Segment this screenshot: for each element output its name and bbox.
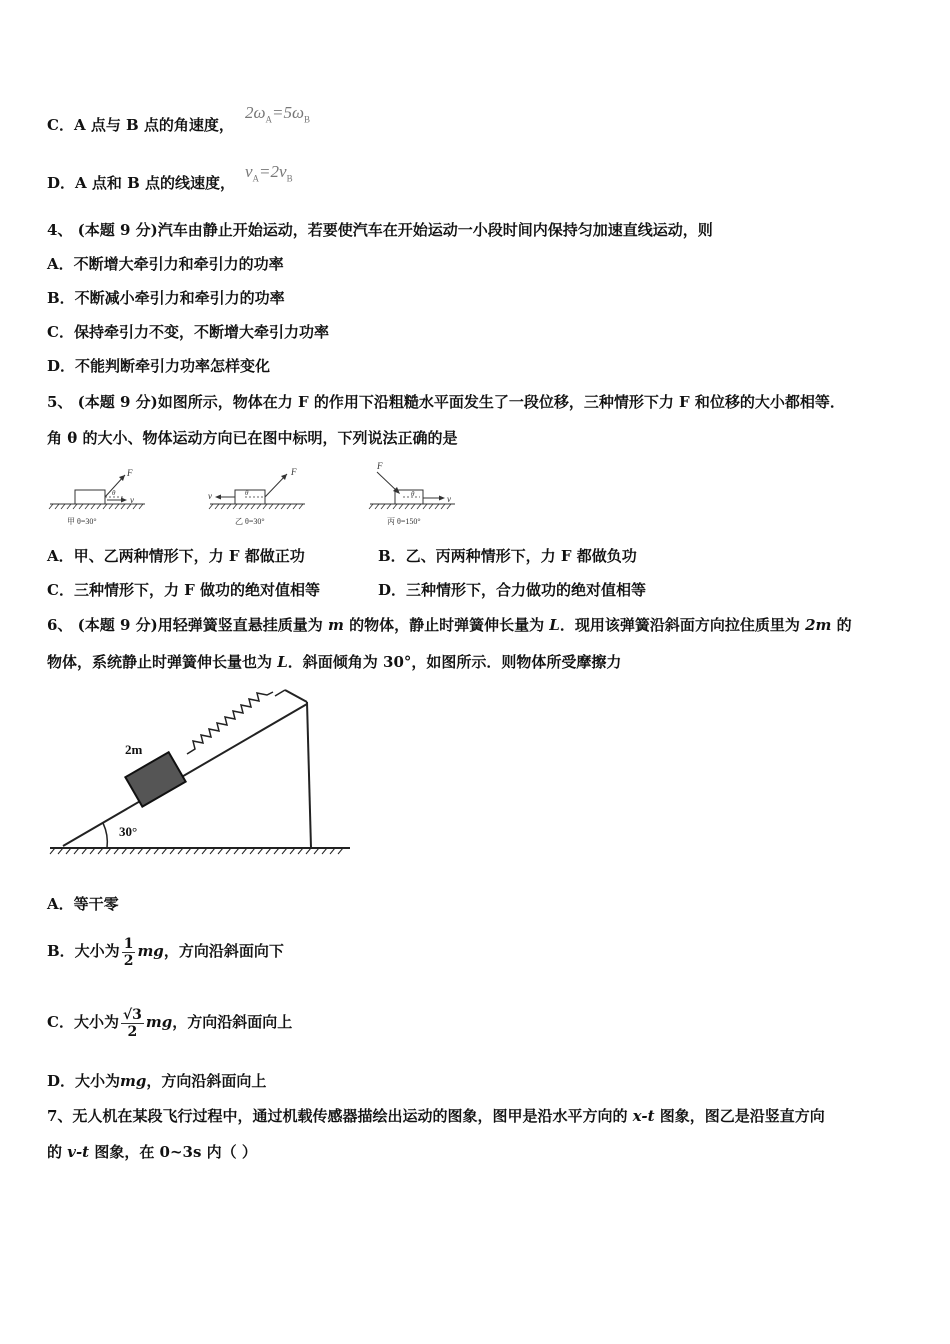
- q5-yi-caption: 乙 θ=30°: [235, 517, 265, 526]
- q5-figure-yi: [205, 462, 320, 530]
- q5-jia-angle-label: θ: [112, 489, 116, 497]
- q5-figure-bing: [365, 458, 465, 530]
- q3-option-d: D．A 点和 B 点的线速度，: [47, 174, 235, 192]
- q6-stem-line1: 6、 (本题 9 分)用轻弹簧竖直悬挂质量为 m 的物体，静止时弹簧伸长量为 L．现用该弹簧沿斜面方向拉住质里为 2m 的: [47, 616, 852, 634]
- q5-yi-angle-label: θ: [245, 489, 249, 497]
- q5-option-d: D．三种情形下，合力做功的绝对值相等: [378, 581, 647, 599]
- q6-option-d: D．大小为mg，方向沿斜面向上: [47, 1072, 267, 1090]
- q5-bing-angle-label: θ: [411, 490, 415, 498]
- q6-option-a: A．等干零: [47, 895, 119, 913]
- q6-option-c-fraction: $\frac{√3}{2}$: [122, 1006, 142, 1040]
- q6-mass-label: 2m: [125, 742, 143, 757]
- q5-yi-velocity-label: v: [208, 491, 212, 501]
- q5-option-b: B．乙、丙两种情形下，力 F 都做负功: [378, 547, 637, 565]
- q4-option-c: C．保持牵引力不变，不断增大牵引力功率: [47, 323, 329, 341]
- q5-jia-force-label: F: [127, 468, 133, 478]
- q6-angle-label: 30°: [119, 824, 138, 839]
- q6-option-b: B．大小为 $\frac{1}{2}$ mg，方向沿斜面向下: [47, 935, 284, 969]
- q5-bing-force-label: F: [377, 461, 383, 471]
- q7-stem-line1: 7、无人机在某段飞行过程中，通过机载传感器描绘出运动的图象，图甲是沿水平方向的 x-t 图象，图乙是沿竖直方向: [47, 1107, 825, 1125]
- q5-option-c: C．三种情形下，力 F 做功的绝对值相等: [47, 581, 321, 599]
- q3-option-c: C．A 点与 B 点的角速度，: [47, 116, 234, 134]
- q6-incline-figure: [45, 682, 355, 862]
- q6-option-c: C．大小为 $\frac{√3}{2}$ mg，方向沿斜面向上: [47, 1006, 293, 1040]
- q3-option-c-formula: $2\omega_A=5\omega_B$: [245, 103, 311, 125]
- q5-jia-caption: 甲 θ=30°: [67, 517, 97, 526]
- q4-option-a: A．不断增大牵引力和牵引力的功率: [47, 255, 284, 273]
- q6-option-b-fraction: $\frac{1}{2}$: [123, 935, 134, 969]
- q4-option-d: D．不能判断牵引力功率怎样变化: [47, 357, 271, 375]
- q5-yi-force-label: F: [291, 467, 297, 477]
- q5-stem-line2: 角 θ 的大小、物体运动方向已在图中标明，下列说法正确的是: [47, 429, 458, 447]
- q3-option-d-formula: $v_A=2v_B$: [245, 162, 293, 184]
- q5-stem-line1: 5、 (本题 9 分)如图所示，物体在力 F 的作用下沿粗糙水平面发生了一段位移，三种情形下力 F 和位移的大小都相等．: [47, 393, 845, 411]
- q4-stem: 4、 (本题 9 分)汽车由静止开始运动，若要使汽车在开始运动一小段时间内保持匀加速直线运动，则: [47, 221, 713, 239]
- q5-figure-jia: [45, 462, 155, 530]
- q5-bing-caption: 丙 θ=150°: [387, 517, 421, 526]
- q5-jia-velocity-label: v: [130, 495, 134, 505]
- q5-option-a: A．甲、乙两种情形下，力 F 都做正功: [47, 547, 305, 565]
- q5-bing-velocity-label: v: [447, 494, 451, 504]
- q4-option-b: B．不断减小牵引力和牵引力的功率: [47, 289, 285, 307]
- q7-stem-line2: 的 v-t 图象，在 0~3s 内（ ）: [47, 1143, 257, 1161]
- q6-stem-line2: 物体，系统静止时弹簧伸长量也为 L．斜面倾角为 30°，如图所示．则物体所受摩擦力: [47, 653, 622, 671]
